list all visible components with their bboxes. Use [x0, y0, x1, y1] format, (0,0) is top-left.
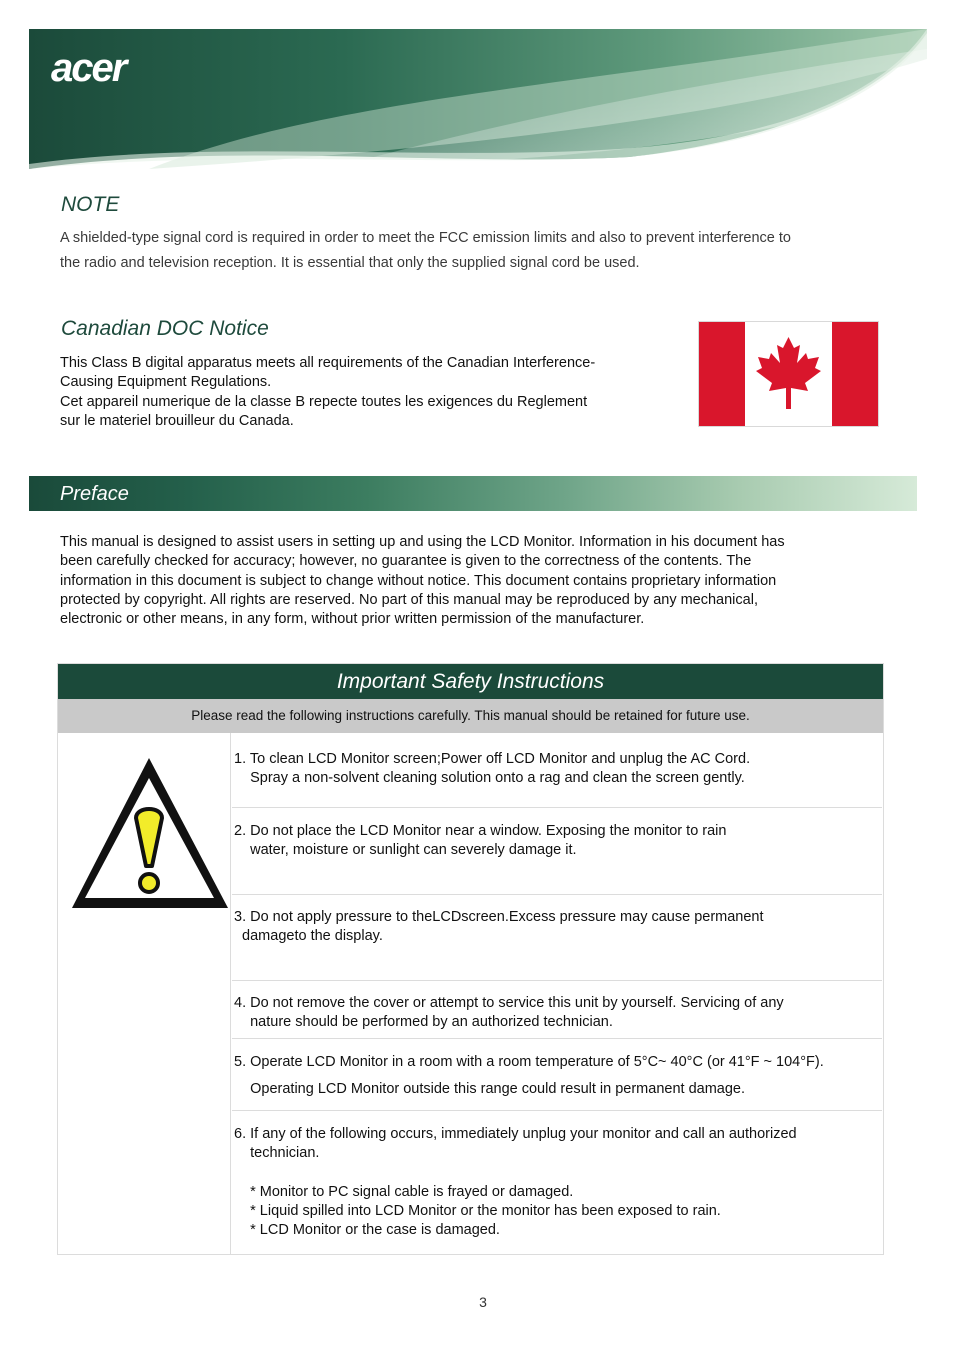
safety-header — [58, 664, 883, 699]
canadian-line: Causing Equipment Regulations. — [60, 374, 272, 391]
preface-header-bar — [29, 476, 917, 511]
safety-title: Important Safety Instructions — [336, 670, 605, 693]
safety-item-line: * Liquid spilled into LCD Monitor or the monitor has been exposed to rain. — [234, 1203, 721, 1220]
safety-item-line: nature should be performed by an authorized technician. — [234, 1014, 613, 1031]
warning-icon-cell — [58, 733, 231, 1255]
safety-item — [232, 895, 882, 981]
safety-item-line: Spray a non-solvent cleaning solution onto a rag and clean the screen gently. — [234, 770, 745, 787]
canada-flag-icon — [698, 321, 879, 427]
safety-subtitle: Please read the following instructions carefully. This manual should be retained for future use. — [191, 708, 750, 723]
preface-line: This manual is designed to assist users in setting up and using the LCD Monitor. Information in his document has — [60, 534, 785, 550]
safety-item-text — [234, 822, 726, 861]
safety-item — [232, 981, 882, 1039]
header-banner — [29, 29, 927, 169]
canadian-line: sur le materiel brouilleur du Canada. — [60, 412, 294, 429]
safety-item-line: * LCD Monitor or the case is damaged. — [234, 1222, 500, 1239]
safety-subheader — [58, 699, 883, 733]
safety-item-line: 6. If any of the following occurs, immediately unplug your monitor and call an authorized — [234, 1126, 797, 1142]
svg-text:acer: acer — [51, 49, 126, 89]
preface-line: been carefully checked for accuracy; however, no guarantee is given to the correctness of the contents. The — [60, 553, 752, 570]
safety-item — [232, 733, 882, 808]
preface-line: protected by copyright. All rights are reserved. No part of this manual may be reproduced by any mechanical, — [60, 591, 758, 608]
safety-item-line: 5. Operate LCD Monitor in a room with a room temperature of 5°C~ 40°C (or 41°F ~ 104°F). — [234, 1054, 824, 1070]
canadian-notice-heading: Canadian DOC Notice — [61, 317, 269, 340]
safety-item-text — [234, 750, 750, 789]
preface-text — [60, 533, 890, 629]
safety-item-line — [234, 1164, 797, 1183]
safety-item — [232, 808, 882, 895]
page-number: 3 — [479, 1294, 487, 1310]
canadian-notice-text — [60, 354, 670, 431]
note-text — [60, 226, 890, 276]
preface-line: information in this document is subject to change without notice. This document contains proprietary information — [60, 572, 777, 589]
canadian-line: Cet appareil numerique de la classe B repecte toutes les exigences du Reglement — [60, 393, 588, 410]
safety-item-text — [234, 1125, 797, 1241]
canadian-line: This Class B digital apparatus meets all requirements of the Canadian Interference- — [60, 355, 596, 371]
preface-heading: Preface — [60, 483, 129, 505]
preface-line: electronic or other means, in any form, without prior written permission of the manufacturer. — [60, 611, 645, 628]
safety-item-text — [234, 908, 764, 947]
safety-item-line: Operating LCD Monitor outside this range could result in permanent damage. — [234, 1081, 745, 1097]
acer-logo — [51, 49, 166, 89]
safety-item-line: damageto the display. — [234, 928, 383, 945]
safety-item-line: * Monitor to PC signal cable is frayed or damaged. — [234, 1183, 574, 1200]
safety-item-line: 3. Do not apply pressure to theLCDscreen.Excess pressure may cause permanent — [234, 909, 764, 925]
safety-instructions-table — [57, 663, 884, 1255]
note-heading: NOTE — [61, 193, 120, 216]
safety-item-text — [234, 994, 784, 1033]
warning-triangle-icon — [72, 754, 230, 912]
safety-item-line: 2. Do not place the LCD Monitor near a window. Exposing the monitor to rain — [234, 823, 727, 839]
note-line: the radio and television reception. It is essential that only the supplied signal cord be used. — [60, 255, 640, 271]
safety-item-line: technician. — [234, 1145, 320, 1162]
safety-item-text — [234, 1049, 824, 1103]
safety-item — [232, 1039, 882, 1111]
safety-item-line: water, moisture or sunlight can severely damage it. — [234, 842, 577, 859]
safety-item-line: 4. Do not remove the cover or attempt to service this unit by yourself. Servicing of any — [234, 995, 784, 1011]
note-line: A shielded-type signal cord is required in order to meet the FCC emission limits and also to prevent interference to — [60, 230, 791, 246]
safety-item-line: 1. To clean LCD Monitor screen;Power off LCD Monitor and unplug the AC Cord. — [234, 751, 751, 767]
safety-item — [232, 1111, 882, 1255]
